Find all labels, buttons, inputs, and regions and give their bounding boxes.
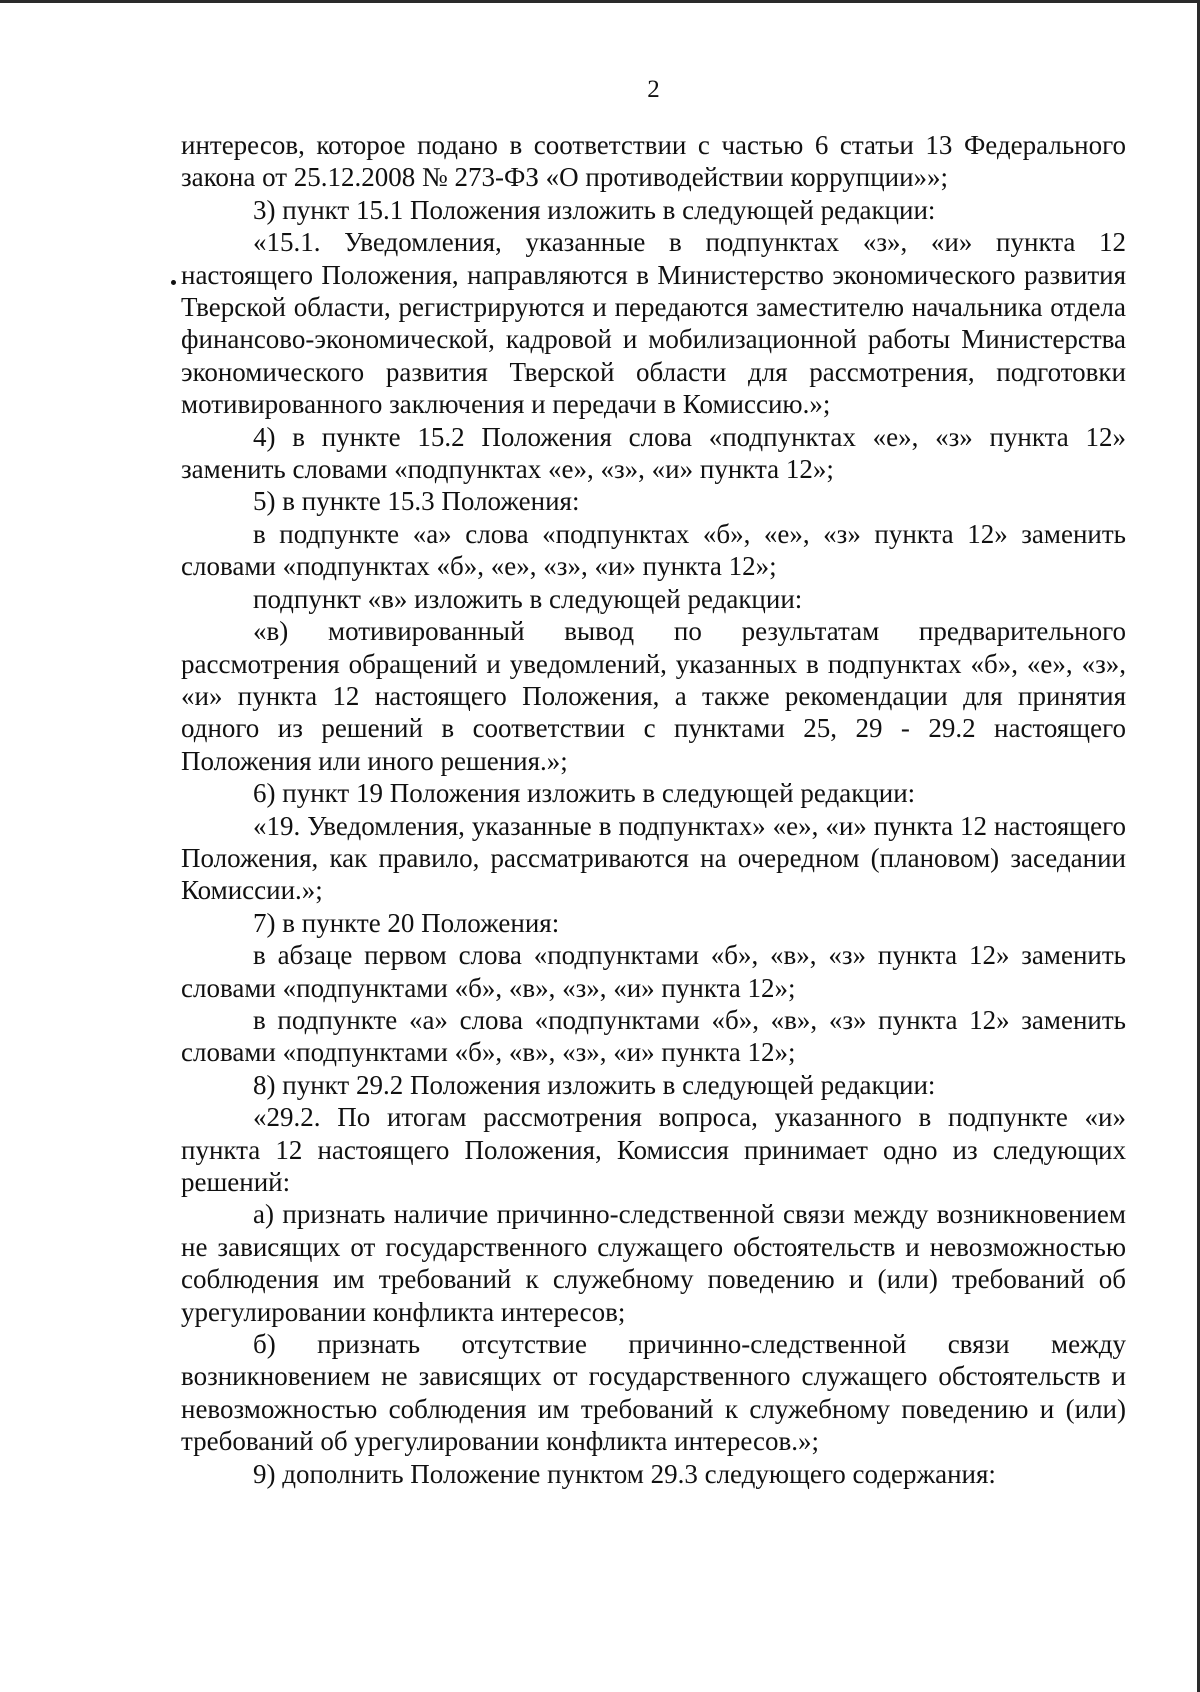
paragraph: 8) пункт 29.2 Положения изложить в следующей редакции: xyxy=(253,1069,936,1100)
paragraph: в подпункте «а» слова «подпунктами «б», «в», «з» пункта 12» заменить словами «подпунктами «б», «в», «з», «и» пункта 12»; xyxy=(181,1004,1126,1068)
paragraph: интересов, которое подано в соответствии с частью 6 статьи 13 Федерального закона от 25.12.2008 № 273-ФЗ «О противодействии коррупции»»; xyxy=(181,130,1126,193)
paragraph: «29.2. По итогам рассмотрения вопроса, указанного в подпункте «и» пункта 12 настоящего Положения, Комиссия принимает одно из следующих решений: xyxy=(181,1102,1126,1197)
scan-edge-top xyxy=(0,0,1200,3)
scan-speck xyxy=(171,280,176,285)
paragraph: а) признать наличие причинно-следственной связи между возникновением не зависящих от государственного служащего обстоятельств и невозможностью соблюдения им требований к служебному поведению и (или) требований об урегулировании конфликта интересов; xyxy=(181,1199,1126,1327)
document-body xyxy=(181,129,1126,1490)
paragraph: 3) пункт 15.1 Положения изложить в следующей редакции: xyxy=(253,194,936,225)
paragraph: «15.1. Уведомления, указанные в подпунктах «з», «и» пункта 12 настоящего Положения, направляются в Министерство экономического развития Тверской области, регистрируются и передаются заместителю начальника отдела финансово-экономической, кадровой и мобилизационной работы Министерства экономического развития Тверской области для рассмотрения, подготовки мотивированного заключения и передачи в Комиссию.»; xyxy=(181,227,1126,420)
paragraph: в абзаце первом слова «подпунктами «б», «в», «з» пункта 12» заменить словами «подпунктами «б», «в», «з», «и» пункта 12»; xyxy=(181,940,1126,1003)
paragraph: б) признать отсутствие причинно-следственной связи между возникновением не зависящих от государственного служащего обстоятельств и невозможностью соблюдения им требований к служебному поведению и (или) требований об урегулировании конфликта интересов.»; xyxy=(181,1329,1126,1457)
paragraph: «19. Уведомления, указанные в подпунктах» «е», «и» пункта 12 настоящего Положения, как правило, рассматриваются на очередном (плановом) заседании Комиссии.»; xyxy=(181,810,1126,906)
paragraph: «в) мотивированный вывод по результатам предварительного рассмотрения обращений и уведомлений, указанных в подпунктах «б», «е», «з», «и» пункта 12 настоящего Положения, а также рекомендации для принятия одного из решений в соответствии с пунктами 25, 29 - 29.2 настоящего Положения или иного решения.»; xyxy=(181,616,1126,776)
paragraph: 7) в пункте 20 Положения: xyxy=(253,907,560,938)
paragraph: подпункт «в» изложить в следующей редакции: xyxy=(253,583,803,614)
paragraph: 6) пункт 19 Положения изложить в следующей редакции: xyxy=(253,778,916,809)
paragraph: 9) дополнить Положение пунктом 29.3 следующего содержания: xyxy=(253,1458,996,1489)
paragraph: 5) в пункте 15.3 Положения: xyxy=(253,486,580,517)
paragraph: в подпункте «а» слова «подпунктах «б», «е», «з» пункта 12» заменить словами «подпунктах «б», «е», «з», «и» пункта 12»; xyxy=(181,518,1126,582)
paragraph: 4) в пункте 15.2 Положения слова «подпунктах «е», «з» пункта 12» заменить словами «подпунктах «е», «з», «и» пункта 12»; xyxy=(181,421,1126,485)
page-number: 2 xyxy=(647,76,660,103)
